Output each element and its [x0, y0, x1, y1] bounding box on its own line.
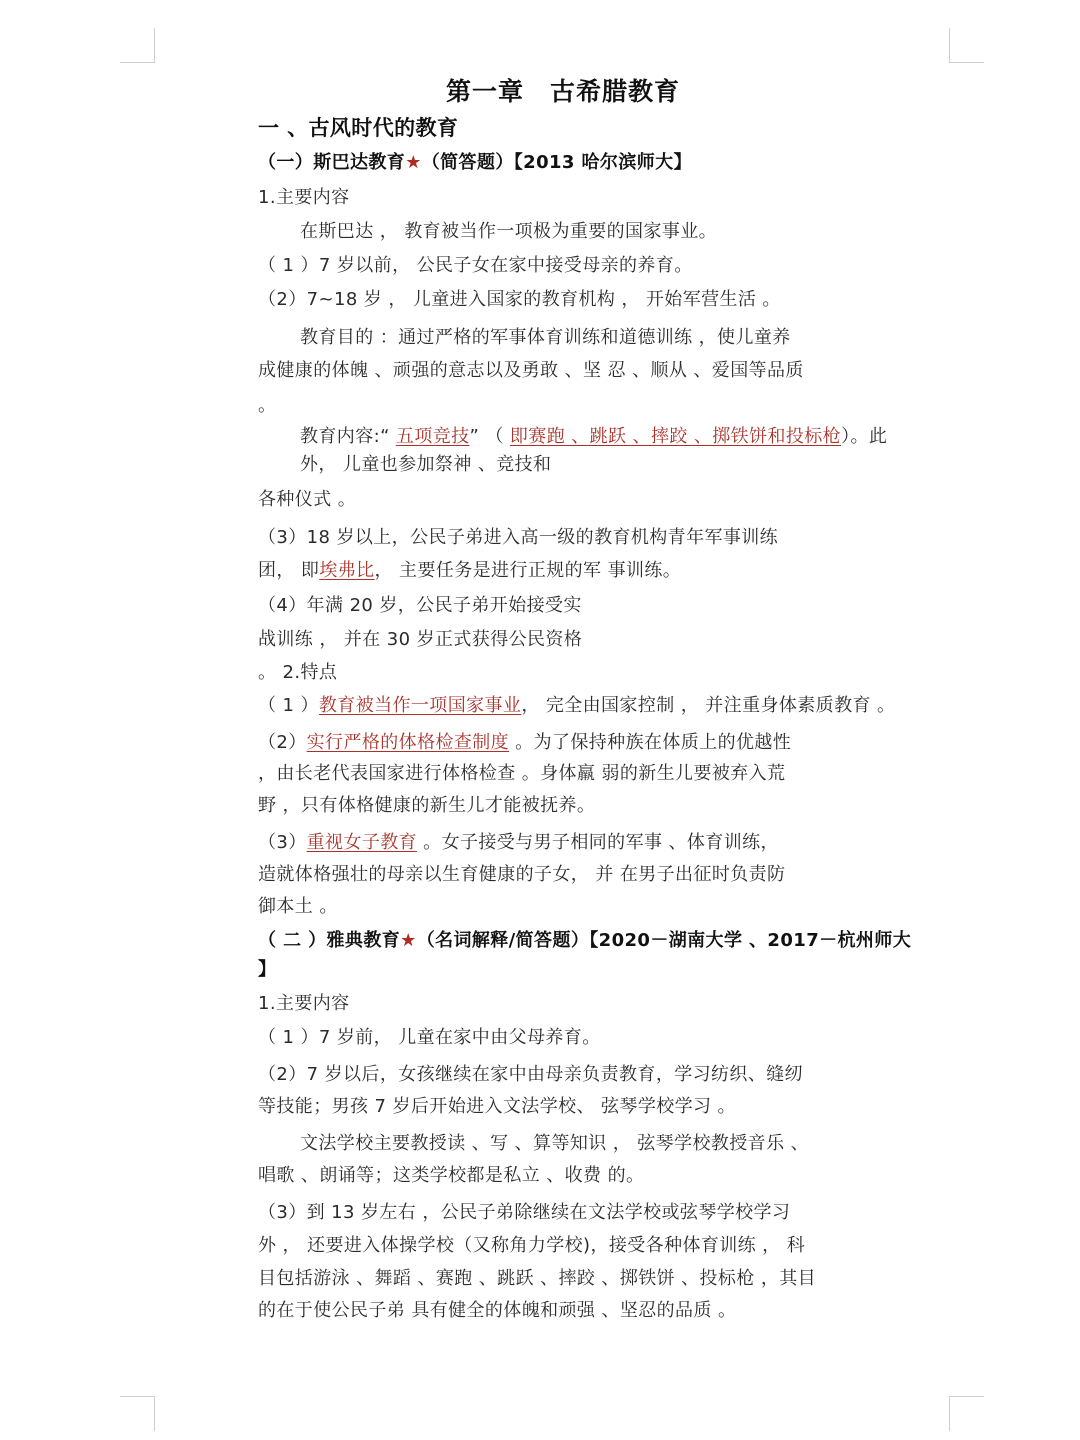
paragraph-line	[300, 425, 887, 449]
text-segment: 团， 即	[258, 560, 320, 581]
subsection-tags: （简答题）【2013 哈尔滨师大】	[421, 152, 692, 173]
highlighted-term: 埃弗比	[319, 560, 375, 581]
crop-mark-top-right	[949, 28, 984, 63]
section-heading: 一 、古风时代的教育	[258, 116, 459, 140]
paragraph-line: 野 ，只有体格健康的新生儿才能被抚养。	[258, 795, 596, 816]
text-segment: ” （	[469, 426, 510, 447]
crop-mark-bottom-right	[949, 1396, 984, 1431]
chapter-title: 第一章 古希腊教育	[446, 77, 681, 106]
highlighted-term: 即赛跑 、跳跃 、摔跤 、掷铁饼和投标枪	[509, 426, 842, 447]
text-segment: （2）	[258, 732, 307, 753]
subsection-heading-sparta	[258, 151, 692, 175]
subsection-label: （一）斯巴达教育	[258, 152, 406, 173]
star-icon: ★	[400, 930, 417, 951]
paragraph-line: 造就体格强壮的母亲以生育健康的子女， 并 在男子出征时负责防	[258, 864, 786, 885]
text-segment: （3）	[258, 832, 307, 853]
paragraph-line: 等技能；男孩 7 岁后开始进入文法学校、 弦琴学校学习 。	[258, 1096, 736, 1117]
text-segment: （ 1 ）	[258, 695, 319, 716]
paragraph-line: 的在于使公民子弟 具有健全的体魄和顽强 、坚忍的品质 。	[258, 1300, 737, 1321]
paragraph-line	[258, 694, 895, 718]
paragraph-line: 1.主要内容	[258, 187, 350, 208]
highlighted-term: 五项竞技	[395, 426, 470, 447]
text-segment: ）。此	[841, 426, 888, 447]
text-segment: ， 主要任务是进行正规的军 事训练。	[374, 560, 682, 581]
crop-mark-top-left	[120, 28, 155, 63]
paragraph-line: 战训练 ， 并在 30 岁正式获得公民资格	[258, 629, 583, 650]
paragraph-line: （ 1 ）7 岁前， 儿童在家中由父母养育。	[258, 1027, 601, 1048]
paragraph-line: （3）到 13 岁左右 ，公民子弟除继续在文法学校或弦琴学校学习	[258, 1202, 791, 1223]
paragraph-line	[258, 559, 681, 583]
paragraph-line: ，由长老代表国家进行体格检查 。身体羸 弱的新生儿要被弃入荒	[258, 763, 786, 784]
paragraph-line: （4）年满 20 岁，公民子弟开始接受实	[258, 595, 582, 616]
paragraph-line: 在斯巴达 ， 教育被当作一项极为重要的国家事业。	[300, 221, 718, 242]
paragraph-line: 目包括游泳 、舞蹈 、赛跑 、跳跃 、摔跤 、掷铁饼 、投标枪 ，其目	[258, 1268, 817, 1289]
paragraph-line: 成健康的体魄 、顽强的意志以及勇敢 、坚 忍 、顺从 、爱国等品质	[258, 360, 804, 381]
highlighted-term: 重视女子教育	[306, 832, 418, 853]
star-icon: ★	[405, 152, 422, 173]
highlighted-term: 实行严格的体格检查制度	[306, 732, 510, 753]
paragraph-line: （2）7~18 岁 ， 儿童进入国家的教育机构 ， 开始军营生活 。	[258, 289, 781, 310]
paragraph-line	[258, 731, 791, 755]
crop-mark-bottom-left	[120, 1396, 155, 1431]
paragraph-line: 外 ， 还要进入体操学校（又称角力学校)，接受各种体育训练 ， 科	[258, 1235, 806, 1256]
paragraph-line: 文法学校主要教授读 、写 、算等知识 ， 弦琴学校教授音乐 、	[300, 1133, 810, 1154]
subsection-tags: （名词解释/简答题）【2020－湖南大学 、2017－杭州师大	[416, 930, 912, 951]
text-segment: 教育内容:“	[300, 426, 396, 447]
paragraph-line	[258, 831, 779, 855]
paragraph-line: 。 2.特点	[258, 662, 338, 683]
text-segment: ， 完全由国家控制 ， 并注重身体素质教育 。	[521, 695, 896, 716]
paragraph-line: 御本土 。	[258, 896, 338, 917]
subsection-heading-athens	[258, 929, 911, 953]
paragraph-line: （2）7 岁以后，女孩继续在家中由母亲负责教育，学习纺织、缝纫	[258, 1064, 804, 1085]
highlighted-term: 教育被当作一项国家事业	[318, 695, 522, 716]
paragraph-line: 外， 儿童也参加祭神 、竞技和	[300, 454, 552, 475]
paragraph-line: 。	[258, 395, 277, 416]
paragraph-line: 各种仪式 。	[258, 489, 357, 510]
text-segment: 。为了保持种族在体质上的优越性	[509, 732, 792, 753]
paragraph-line: （3）18 岁以上，公民子弟进入高一级的教育机构青年军事训练	[258, 527, 779, 548]
paragraph-line: （ 1 ）7 岁以前， 公民子女在家中接受母亲的养育。	[258, 255, 693, 276]
text-segment: 。女子接受与男子相同的军事 、体育训练，	[417, 832, 779, 853]
paragraph-line: 唱歌 、朗诵等；这类学校都是私立 、收费 的。	[258, 1165, 645, 1186]
paragraph-line: 教育目的 ：通过严格的军事体育训练和道德训练 ，使儿童养	[300, 327, 791, 348]
subsection-label: （ 二 ）雅典教育	[258, 930, 401, 951]
paragraph-line: 1.主要内容	[258, 993, 350, 1014]
subsection-heading-bracket: 】	[258, 959, 277, 980]
